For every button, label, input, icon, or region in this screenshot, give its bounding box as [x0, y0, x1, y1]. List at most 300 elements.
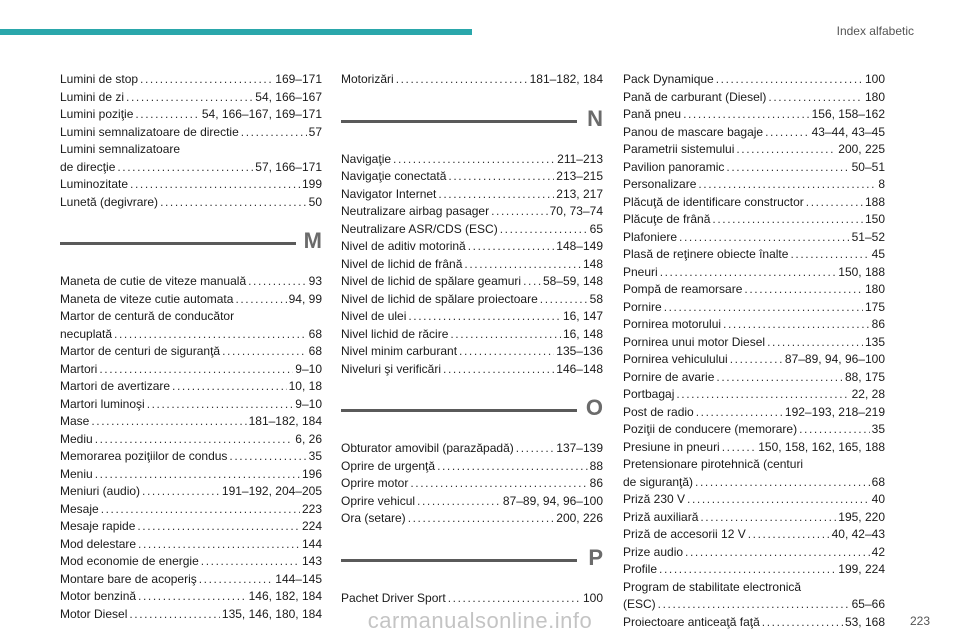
- index-term: Martori de avertizare: [60, 379, 171, 393]
- index-entry: [623, 106, 885, 124]
- watermark-text: carmanualsonline.info: [367, 608, 593, 633]
- index-entry: [60, 141, 322, 159]
- index-term: Nivel de lichid de spălare proiectoare: [341, 291, 538, 306]
- dot-leader: [147, 396, 294, 414]
- dot-leader: [685, 544, 870, 562]
- index-term: Neutralizare ASR/CDS (ESC): [341, 221, 498, 236]
- page-reference: 6, 26: [295, 431, 322, 446]
- page-reference: 143: [301, 554, 322, 568]
- index-term: Priză auxiliară: [623, 509, 699, 524]
- section-letter: P: [588, 544, 603, 570]
- index-entry: [623, 264, 885, 282]
- index-entry: [60, 431, 322, 449]
- dot-leader: [99, 361, 293, 379]
- index-entry: [623, 561, 885, 579]
- page-reference: 148–149: [556, 239, 603, 253]
- index-term: Post de radio: [623, 404, 694, 419]
- index-term: Memorarea poziţiilor de condus: [60, 449, 228, 463]
- page-reference: 200, 226: [556, 511, 603, 525]
- dot-leader: [114, 326, 307, 344]
- index-term: Lumini de zi: [60, 89, 125, 104]
- index-entry: [623, 176, 885, 194]
- index-term: Nivel de aditiv motorină: [341, 239, 466, 253]
- dot-leader: [101, 501, 300, 519]
- page-reference: 100: [582, 590, 603, 605]
- index-entry: [60, 361, 322, 379]
- index-term: Neutralizare airbag pasager: [341, 204, 490, 218]
- index-entry: [341, 361, 603, 379]
- page-reference: 40, 42–43: [831, 527, 885, 541]
- page-reference: 58: [589, 291, 603, 306]
- index-term: Plăcuţe de frână: [623, 212, 711, 226]
- page-reference: 53, 168: [844, 614, 885, 629]
- index-term: Martori luminoşi: [60, 396, 145, 411]
- page-reference: 146–148: [556, 361, 603, 376]
- index-term: Poziţii de conducere (memorare): [623, 422, 798, 436]
- index-term: Lumini semnalizatoare de directie: [60, 124, 239, 139]
- index-entry: [341, 71, 603, 89]
- page-reference: 65–66: [851, 597, 885, 611]
- dot-leader: [695, 474, 870, 492]
- dot-leader: [448, 168, 554, 186]
- dot-leader: [393, 151, 555, 169]
- index-entry: [341, 168, 603, 186]
- index-entry: [623, 299, 885, 317]
- index-term: Navigaţie conectată: [341, 169, 447, 183]
- dot-leader: [396, 71, 528, 89]
- page-reference: 137–139: [556, 441, 603, 455]
- dot-leader: [138, 536, 300, 554]
- index-entry: [623, 491, 885, 509]
- dot-leader: [437, 458, 588, 476]
- page-reference: 211–213: [557, 151, 603, 166]
- index-term: Pneuri: [623, 264, 658, 279]
- index-term: Nivel de lichid de frână: [341, 256, 463, 271]
- page-reference: 93: [308, 274, 322, 288]
- dot-leader: [450, 326, 561, 344]
- index-term: Pornirea unui motor Diesel: [623, 334, 766, 349]
- index-entry: [623, 316, 885, 334]
- index-entry: [60, 106, 322, 124]
- page-reference: 144–145: [275, 571, 322, 586]
- index-entry: [623, 421, 885, 439]
- index-term: Lunetă (degivrare): [60, 194, 159, 209]
- index-term: Personalizare: [623, 177, 697, 191]
- index-column-2: [341, 71, 603, 607]
- page-number: 223: [909, 614, 930, 628]
- index-term: Pachet Driver Sport: [341, 590, 446, 605]
- index-entry: [341, 510, 603, 528]
- index-entry: [60, 291, 322, 309]
- page-reference: 135: [864, 334, 885, 349]
- dot-leader: [140, 71, 273, 89]
- dot-leader: [516, 440, 555, 458]
- page-reference: 199: [301, 177, 322, 191]
- dot-leader: [676, 386, 849, 404]
- dot-leader: [730, 351, 783, 369]
- dot-leader: [683, 106, 810, 124]
- page-reference: 22, 28: [851, 387, 885, 401]
- index-term: Plăcuţă de identificare constructor: [623, 194, 804, 209]
- index-term: Profile: [623, 562, 658, 576]
- index-term: Maneta de viteze cutie automata: [60, 291, 234, 306]
- page-reference: 43–44, 43–45: [811, 124, 885, 139]
- index-term: Mesaje: [60, 501, 99, 516]
- page-reference: 150, 158, 162, 165, 188: [758, 439, 885, 454]
- index-term: Meniu: [60, 466, 93, 481]
- page-reference: 51–52: [851, 229, 885, 244]
- index-term: Montare bare de acoperiş: [60, 571, 197, 586]
- dot-leader: [95, 431, 294, 449]
- index-entry: [60, 326, 322, 344]
- section-rule: [341, 120, 577, 123]
- dot-leader: [130, 176, 300, 194]
- index-term: Motor Diesel: [60, 606, 128, 621]
- page-reference: 180: [864, 282, 885, 296]
- section-letter: M: [303, 228, 322, 253]
- page-reference: 135, 146, 180, 184: [221, 606, 322, 621]
- index-term: Mesaje rapide: [60, 519, 136, 533]
- page-reference: 181–182, 184: [529, 72, 603, 86]
- index-entry: [341, 203, 603, 221]
- index-term: Ora (setare): [341, 511, 406, 525]
- index-entry: [60, 553, 322, 571]
- section-divider: [341, 89, 603, 151]
- page-reference: 35: [871, 422, 885, 436]
- index-entry: [341, 291, 603, 309]
- dot-leader: [679, 229, 850, 247]
- page-reference: 58–59, 148: [542, 274, 603, 288]
- index-term: Lumini semnalizatoare: [60, 142, 181, 156]
- index-term: Proiectoare anticeaţă faţă: [623, 614, 760, 629]
- index-entry: [60, 124, 322, 142]
- index-term: Meniuri (audio): [60, 484, 141, 498]
- dot-leader: [199, 571, 274, 589]
- page-reference: 16, 147: [562, 309, 603, 323]
- page-reference: 57, 166–171: [255, 159, 322, 174]
- page-reference: 42: [871, 544, 885, 559]
- dot-leader: [765, 124, 809, 142]
- dot-leader: [716, 71, 863, 89]
- index-entry: [623, 474, 885, 492]
- dot-leader: [417, 493, 501, 511]
- index-term: Pompă de reamorsare: [623, 282, 743, 296]
- index-entry: [60, 89, 322, 107]
- index-term: Niveluri şi verificări: [341, 361, 442, 376]
- page-reference: 175: [864, 299, 885, 314]
- dot-leader: [241, 124, 307, 142]
- dot-leader: [91, 413, 246, 431]
- dot-leader: [229, 448, 306, 466]
- section-letter: O: [585, 395, 603, 420]
- index-entry: [341, 256, 603, 274]
- index-term: Pană de carburant (Diesel): [623, 89, 767, 104]
- index-term: Oprire motor: [341, 476, 409, 490]
- dot-leader: [767, 334, 863, 352]
- page-reference: 8: [878, 177, 885, 191]
- page-reference: 192–193, 218–219: [784, 404, 885, 419]
- index-term: Priză 230 V: [623, 492, 686, 506]
- index-entry: [60, 466, 322, 484]
- index-term: Program de stabilitate electronică: [623, 579, 802, 594]
- dot-leader: [248, 273, 307, 291]
- page-header-title: Index alfabetic: [836, 24, 914, 38]
- index-entry: [60, 518, 322, 536]
- index-entry: [623, 579, 885, 597]
- index-term: Pornire: [623, 299, 662, 314]
- index-entry: [60, 159, 322, 177]
- page-reference: 88, 175: [844, 369, 885, 384]
- index-entry: [623, 456, 885, 474]
- page-reference: 156, 158–162: [811, 107, 885, 121]
- dot-leader: [768, 89, 863, 107]
- index-entry: [623, 194, 885, 212]
- index-entry: [623, 369, 885, 387]
- dot-leader: [459, 343, 554, 361]
- index-term: Mediu: [60, 431, 93, 446]
- index-term: Prize audio: [623, 544, 684, 559]
- index-term: de direcţie: [60, 159, 116, 174]
- index-entry: [60, 194, 322, 212]
- dot-leader: [698, 176, 876, 194]
- index-entry: [60, 71, 322, 89]
- index-entry: [341, 238, 603, 256]
- header-accent-bar: [0, 29, 472, 35]
- index-term: Pornirea vehiculului: [623, 352, 728, 366]
- page-reference: 86: [871, 317, 885, 331]
- dot-leader: [696, 404, 783, 422]
- dot-leader: [744, 281, 863, 299]
- dot-leader: [408, 510, 555, 528]
- index-term: Mod delestare: [60, 536, 137, 551]
- index-entry: [623, 351, 885, 369]
- index-entry: [623, 141, 885, 159]
- page-reference: 169–171: [275, 72, 322, 86]
- dot-leader: [438, 186, 554, 204]
- index-term: Luminozitate: [60, 177, 129, 191]
- dot-leader: [235, 291, 286, 309]
- dot-leader: [137, 518, 300, 536]
- page-reference: 181–182, 184: [248, 414, 322, 428]
- page-reference: 150: [864, 212, 885, 226]
- index-entry: [341, 151, 603, 169]
- index-term: Panou de mascare bagaje: [623, 124, 764, 139]
- page-reference: 16, 148: [562, 326, 603, 341]
- page-reference: 188: [864, 194, 885, 209]
- dot-leader: [464, 256, 581, 274]
- index-term: Obturator amovibil (parazăpadă): [341, 441, 514, 455]
- index-term: (ESC): [623, 597, 656, 611]
- index-term: Pack Dynamique: [623, 72, 714, 86]
- page-reference: 40: [871, 492, 885, 506]
- index-term: Navigator Internet: [341, 186, 437, 201]
- index-entry: [60, 413, 322, 431]
- page-reference: 213–215: [556, 169, 603, 183]
- index-term: Lumini poziţie: [60, 107, 134, 121]
- dot-leader: [448, 590, 581, 608]
- index-term: Oprire de urgenţă: [341, 458, 436, 473]
- index-entry: [60, 378, 322, 396]
- index-entry: [341, 590, 603, 608]
- index-term: Martor de centuri de siguranţă: [60, 344, 221, 358]
- dot-leader: [748, 526, 830, 544]
- dot-leader: [806, 194, 863, 212]
- index-entry: [60, 308, 322, 326]
- index-term: Nivel de ulei: [341, 309, 407, 323]
- dot-leader: [138, 588, 247, 606]
- index-term: Navigaţie: [341, 151, 392, 166]
- index-entry: [623, 404, 885, 422]
- index-entry: [623, 159, 885, 177]
- page-reference: 150, 188: [838, 264, 885, 279]
- section-divider: [341, 378, 603, 440]
- page-reference: 50: [308, 194, 322, 209]
- dot-leader: [523, 273, 541, 291]
- page-reference: 10, 18: [288, 379, 322, 393]
- index-entry: [623, 334, 885, 352]
- page-reference: 87–89, 94, 96–100: [784, 352, 885, 366]
- index-entry: [623, 124, 885, 142]
- index-column-3: [623, 71, 885, 631]
- dot-leader: [723, 316, 870, 334]
- dot-leader: [443, 361, 554, 379]
- index-entry: [341, 308, 603, 326]
- index-term: Nivel lichid de răcire: [341, 326, 449, 341]
- dot-leader: [142, 483, 220, 501]
- page-reference: 224: [301, 519, 322, 533]
- section-divider: [341, 528, 603, 590]
- page-reference: 223: [301, 501, 322, 516]
- index-term: Pretensionare pirotehnică (centuri: [623, 457, 804, 471]
- section-divider: [60, 211, 322, 273]
- dot-leader: [659, 561, 836, 579]
- page-reference: 68: [871, 474, 885, 489]
- page-reference: 94, 99: [288, 291, 322, 306]
- index-entry: [60, 536, 322, 554]
- index-entry: [623, 439, 885, 457]
- section-rule: [341, 409, 577, 412]
- index-entry: [60, 588, 322, 606]
- dot-leader: [160, 194, 307, 212]
- index-term: Martori: [60, 361, 98, 376]
- page-reference: 68: [308, 326, 322, 341]
- page-reference: 146, 182, 184: [248, 589, 322, 603]
- dot-leader: [201, 553, 300, 571]
- index-term: de siguranţă): [623, 474, 694, 489]
- page-reference: 9–10: [295, 361, 322, 376]
- dot-leader: [736, 141, 836, 159]
- page-reference: 87–89, 94, 96–100: [502, 493, 603, 508]
- index-term: Maneta de cutie de viteze manuală: [60, 274, 247, 288]
- dot-leader: [491, 203, 548, 221]
- index-entry: [341, 221, 603, 239]
- index-term: Plafoniere: [623, 229, 678, 244]
- dot-leader: [135, 106, 200, 124]
- dot-leader: [712, 211, 863, 229]
- dot-leader: [468, 238, 555, 256]
- page-reference: 65: [589, 221, 603, 236]
- dot-leader: [222, 343, 307, 361]
- page-reference: 54, 166–167: [255, 89, 322, 104]
- dot-leader: [716, 369, 843, 387]
- index-entry: [60, 448, 322, 466]
- index-entry: [623, 246, 885, 264]
- page-reference: 35: [308, 449, 322, 463]
- index-entry: [623, 509, 885, 527]
- page-reference: 180: [864, 89, 885, 104]
- page-reference: 88: [589, 458, 603, 473]
- index-entry: [341, 440, 603, 458]
- page-reference: 100: [864, 72, 885, 86]
- index-term: Motorizări: [341, 72, 394, 86]
- index-entry: [60, 396, 322, 414]
- index-column-1: [60, 71, 322, 623]
- dot-leader: [408, 308, 561, 326]
- page-reference: 54, 166–167, 169–171: [201, 107, 322, 121]
- index-term: Presiune in pneuri: [623, 439, 720, 454]
- page-reference: 50–51: [851, 159, 885, 174]
- index-entry: [623, 526, 885, 544]
- index-term: Plasă de reţinere obiecte înalte: [623, 247, 789, 261]
- index-entry: [60, 343, 322, 361]
- index-entry: [341, 475, 603, 493]
- index-term: Oprire vehicul: [341, 493, 416, 508]
- index-entry: [341, 458, 603, 476]
- dot-leader: [722, 439, 756, 457]
- page-reference: 9–10: [295, 396, 322, 411]
- index-term: Portbagaj: [623, 387, 675, 401]
- dot-leader: [95, 466, 300, 484]
- page-reference: 70, 73–74: [549, 204, 603, 218]
- dot-leader: [117, 159, 253, 177]
- dot-leader: [700, 509, 836, 527]
- index-term: Parametrii sistemului: [623, 142, 735, 156]
- section-rule: [60, 242, 296, 245]
- section-rule: [341, 559, 577, 562]
- dot-leader: [410, 475, 587, 493]
- index-entry: [341, 326, 603, 344]
- page-reference: 199, 224: [838, 562, 885, 576]
- index-term: Pană pneu: [623, 107, 682, 121]
- dot-leader: [799, 421, 870, 439]
- index-term: Nivel minim carburant: [341, 344, 458, 358]
- dot-leader: [500, 221, 588, 239]
- index-term: Nivel de lichid de spălare geamuri: [341, 274, 522, 288]
- index-term: Pornire de avarie: [623, 369, 715, 384]
- page-reference: 191–192, 204–205: [221, 484, 322, 498]
- index-entry: [60, 176, 322, 194]
- index-entry: [60, 273, 322, 291]
- dot-leader: [172, 378, 287, 396]
- dot-leader: [790, 246, 869, 264]
- dot-leader: [540, 291, 588, 309]
- page-reference: 86: [589, 476, 603, 490]
- index-term: Lumini de stop: [60, 72, 139, 86]
- section-letter: N: [587, 105, 603, 131]
- index-term: necuplată: [60, 326, 113, 341]
- dot-leader: [687, 491, 870, 509]
- index-entry: [623, 544, 885, 562]
- index-term: Pavilion panoramic: [623, 159, 725, 174]
- page-reference: 135–136: [556, 344, 603, 358]
- page-reference: 68: [308, 344, 322, 358]
- index-entry: [623, 386, 885, 404]
- index-entry: [341, 493, 603, 511]
- page-reference: 213, 217: [556, 186, 603, 201]
- index-entry: [623, 229, 885, 247]
- index-term: Mase: [60, 414, 90, 428]
- dot-leader: [660, 264, 837, 282]
